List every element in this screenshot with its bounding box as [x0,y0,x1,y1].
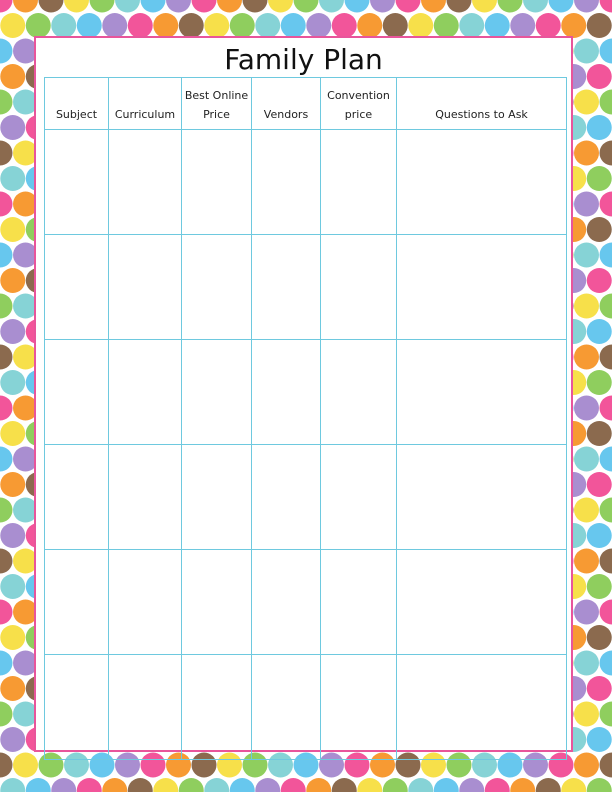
polka-dot [472,0,497,13]
polka-dot [0,574,25,599]
polka-dot [600,345,612,370]
polka-dot [0,600,13,625]
polka-dot [600,243,612,268]
polka-dot [574,294,599,319]
polka-dot [179,13,204,38]
polka-dot [0,39,13,64]
polka-dot [0,115,25,140]
table-cell[interactable] [182,550,252,655]
polka-dot [179,778,204,792]
table-cell[interactable] [45,655,109,760]
polka-dot [574,90,599,115]
polka-dot [0,141,13,166]
table-cell[interactable] [45,550,109,655]
header-best-online-price: Best Online Price [182,78,252,130]
polka-dot [600,447,612,472]
polka-dot [128,778,153,792]
polka-dot [0,396,13,421]
header-convention-price: Convention price [321,78,397,130]
polka-dot [600,498,612,523]
table-row [45,550,567,655]
polka-dot [64,0,89,13]
polka-dot [77,778,102,792]
header-curriculum: Curriculum [109,78,182,130]
polka-dot [383,13,408,38]
polka-dot [587,268,612,293]
polka-dot [459,13,484,38]
polka-dot [0,651,13,676]
polka-dot [230,778,255,792]
polka-dot [587,115,612,140]
table-cell[interactable] [45,340,109,445]
polka-dot [243,0,268,13]
polka-dot [0,13,25,38]
polka-dot [0,90,13,115]
polka-dot [0,549,13,574]
polka-dot [485,778,510,792]
polka-dot [574,651,599,676]
table-cell[interactable] [252,235,321,340]
polka-dot [408,778,433,792]
table-cell[interactable] [45,445,109,550]
plan-table [44,77,567,760]
polka-dot [153,778,178,792]
polka-dot [332,13,357,38]
polka-dot [434,778,459,792]
polka-dot [447,0,472,13]
polka-dot [574,753,599,778]
table-row [45,130,567,235]
polka-dot [600,192,612,217]
table-cell[interactable] [252,445,321,550]
polka-dot [166,0,191,13]
table-cell[interactable] [321,445,397,550]
header-subject: Subject [45,78,109,130]
polka-dot [574,243,599,268]
polka-dot [574,345,599,370]
polka-dot [0,217,25,242]
polka-dot [587,64,612,89]
polka-dot [587,319,612,344]
polka-dot [0,727,25,752]
table-cell[interactable] [109,550,182,655]
table-row [45,445,567,550]
polka-dot [574,141,599,166]
planner-page [34,36,573,752]
polka-dot [26,778,51,792]
polka-dot [230,13,255,38]
table-cell[interactable] [109,235,182,340]
table-cell[interactable] [252,550,321,655]
polka-dot [0,421,25,446]
polka-dot [217,0,242,13]
polka-dot [128,13,153,38]
polka-dot [523,0,548,13]
table-cell[interactable] [321,550,397,655]
polka-dot [600,294,612,319]
header-row [45,78,567,130]
polka-dot [600,600,612,625]
table-cell[interactable] [182,445,252,550]
table-cell[interactable] [321,130,397,235]
table-cell[interactable] [321,340,397,445]
polka-dot [13,753,38,778]
table-cell[interactable] [321,655,397,760]
polka-dot [332,778,357,792]
polka-dot [204,778,229,792]
polka-dot [574,192,599,217]
polka-dot [0,0,13,13]
polka-dot [587,523,612,548]
table-row [45,235,567,340]
table-cell[interactable] [45,130,109,235]
polka-dot [51,13,76,38]
polka-dot [536,13,561,38]
polka-dot [357,13,382,38]
polka-dot [0,166,25,191]
polka-dot [0,345,13,370]
table-cell[interactable] [397,235,567,340]
table-cell[interactable] [252,655,321,760]
polka-dot [255,13,280,38]
polka-dot [26,13,51,38]
polka-dot [0,319,25,344]
polka-dot [0,625,25,650]
table-cell[interactable] [182,655,252,760]
polka-dot [600,0,612,13]
polka-dot [574,396,599,421]
polka-dot [510,778,535,792]
polka-dot [498,0,523,13]
polka-dot [587,625,612,650]
polka-dot [600,141,612,166]
polka-dot [0,523,25,548]
polka-dot [192,0,217,13]
polka-dot [587,421,612,446]
polka-dot [51,778,76,792]
polka-dot [421,0,446,13]
polka-dot [600,549,612,574]
polka-dot [587,727,612,752]
plan-body [45,130,567,760]
polka-dot [281,13,306,38]
polka-dot [0,192,13,217]
polka-dot [306,13,331,38]
polka-dot [434,13,459,38]
polka-dot [204,13,229,38]
polka-dot [281,778,306,792]
polka-dot [574,0,599,13]
polka-dot [510,13,535,38]
polka-dot [77,13,102,38]
table-cell[interactable] [109,445,182,550]
polka-dot [574,549,599,574]
table-cell[interactable] [321,235,397,340]
polka-dot [536,778,561,792]
table-cell[interactable] [397,445,567,550]
polka-dot [383,778,408,792]
polka-dot [574,39,599,64]
polka-dot [574,600,599,625]
polka-dot [600,753,612,778]
polka-dot [255,778,280,792]
polka-dot [306,778,331,792]
polka-dot [0,64,25,89]
polka-dot [408,13,433,38]
polka-dot [0,498,13,523]
polka-dot [0,753,13,778]
polka-dot [396,0,421,13]
polka-dot [600,90,612,115]
polka-dot [0,370,25,395]
polka-dot [0,472,25,497]
polka-dot [0,702,13,727]
table-row [45,655,567,760]
table-row [45,340,567,445]
page-title: Family Plan [224,43,383,76]
header-questions-to-ask: Questions to Ask [397,78,567,130]
table-cell[interactable] [252,340,321,445]
table-cell[interactable] [397,340,567,445]
polka-dot [574,498,599,523]
polka-dot [600,396,612,421]
polka-dot [587,676,612,701]
polka-dot [587,217,612,242]
polka-dot [115,0,140,13]
table-cell[interactable] [109,130,182,235]
polka-dot [0,243,13,268]
polka-dot [153,13,178,38]
polka-dot [0,778,25,792]
polka-dot [587,574,612,599]
table-cell[interactable] [397,550,567,655]
table-cell[interactable] [397,655,567,760]
polka-dot [102,13,127,38]
table-cell[interactable] [109,655,182,760]
polka-dot [574,702,599,727]
polka-dot [0,268,25,293]
polka-dot [600,651,612,676]
header-vendors: Vendors [252,78,321,130]
polka-dot [587,370,612,395]
polka-dot [370,0,395,13]
table-cell[interactable] [397,130,567,235]
polka-dot [587,166,612,191]
polka-dot [90,0,115,13]
polka-dot [102,778,127,792]
polka-dot [600,39,612,64]
polka-dot [561,778,586,792]
polka-dot [549,0,574,13]
table-cell[interactable] [252,130,321,235]
polka-dot [319,0,344,13]
polka-dot [357,778,382,792]
polka-dot [0,676,25,701]
polka-dot [0,447,13,472]
table-cell[interactable] [182,130,252,235]
polka-dot [485,13,510,38]
polka-dot [587,13,612,38]
polka-dot [13,0,38,13]
polka-dot [141,0,166,13]
polka-dot [587,472,612,497]
polka-dot [600,702,612,727]
table-cell[interactable] [109,340,182,445]
polka-dot [459,778,484,792]
polka-dot [0,294,13,319]
polka-dot [294,0,319,13]
table-cell[interactable] [45,235,109,340]
polka-dot [345,0,370,13]
polka-dot [574,447,599,472]
polka-dot [587,778,612,792]
table-cell[interactable] [182,340,252,445]
table-cell[interactable] [182,235,252,340]
polka-dot [561,13,586,38]
polka-dot [268,0,293,13]
polka-dot [39,0,64,13]
